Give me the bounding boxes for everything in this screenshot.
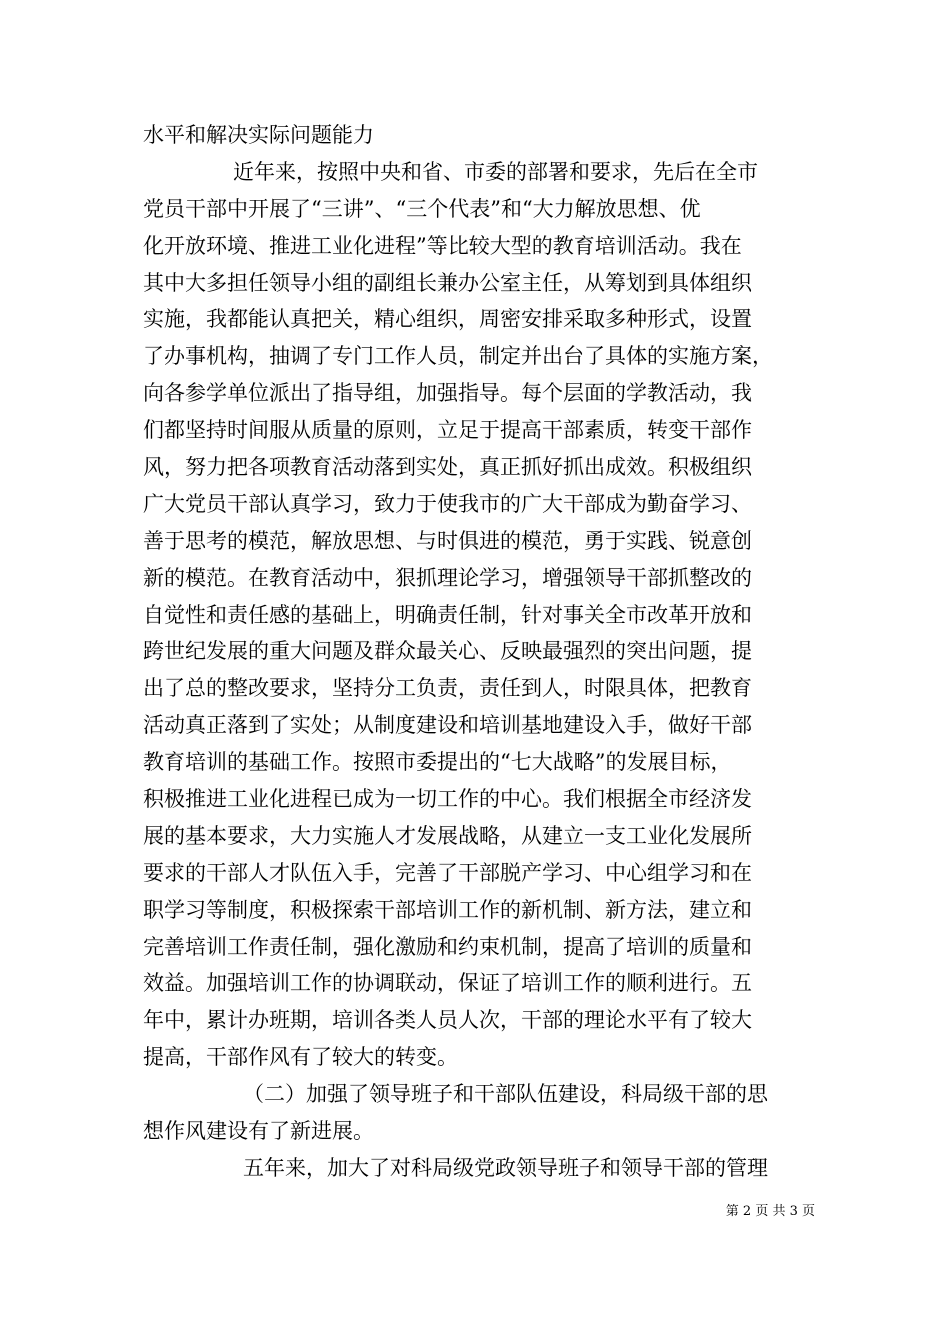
text-line: 年中，累计办班期，培训各类人员人次，干部的理论水平有了较大 xyxy=(143,1008,752,1033)
text-line: 五年来，加大了对科局级党政领导班子和领导干部的管理 xyxy=(243,1155,768,1180)
text-line: 向各参学单位派出了指导组，加强指导。每个层面的学教活动，我 xyxy=(143,381,752,406)
text-line: 新的模范。在教育活动中，狠抓理论学习，增强领导干部抓整改的 xyxy=(143,565,752,590)
text-line: 广大党员干部认真学习，致力于使我市的广大干部成为勤奋学习、 xyxy=(143,491,752,516)
page-number: 第 2 页 共 3 页 xyxy=(725,1204,815,1219)
text-line: 水平和解决实际问题能力 xyxy=(143,123,374,147)
text-line: 职学习等制度，积极探索干部培训工作的新机制、新方法，建立和 xyxy=(143,897,752,922)
text-line: 自觉性和责任感的基础上，明确责任制，针对事关全市改革开放和 xyxy=(143,602,752,627)
text-line: （二）加强了领导班子和干部队伍建设，科局级干部的思 xyxy=(243,1082,768,1107)
text-line: 完善培训工作责任制，强化激励和约束机制，提高了培训的质量和 xyxy=(143,934,752,959)
text-line: 要求的干部人才队伍入手，完善了干部脱产学习、中心组学习和在 xyxy=(143,860,752,885)
text-line: 其中大多担任领导小组的副组长兼办公室主任，从筹划到具体组织 xyxy=(143,270,752,295)
text-line: 善于思考的模范，解放思想、与时俱进的模范，勇于实践、锐意创 xyxy=(143,528,752,553)
body-text xyxy=(143,117,813,1187)
text-line: 教育培训的基础工作。按照市委提出的“七大战略”的发展目标， xyxy=(143,750,732,775)
text-line: 了办事机构，抽调了专门工作人员，制定并出台了具体的实施方案， xyxy=(143,344,773,369)
text-line: 出了总的整改要求，坚持分工负责，责任到人，时限具体，把教育 xyxy=(143,676,752,701)
text-line: 效益。加强培训工作的协调联动，保证了培训工作的顺利进行。五 xyxy=(143,971,752,996)
text-line: 跨世纪发展的重大问题及群众最关心、反映最强烈的突出问题，提 xyxy=(143,639,752,664)
text-line: 党员干部中开展了“三讲”、“三个代表”和“大力解放思想、优 xyxy=(143,196,701,221)
text-line: 积极推进工业化进程已成为一切工作的中心。我们根据全市经济发 xyxy=(143,787,752,812)
text-line: 实施，我都能认真把关，精心组织，周密安排采取多种形式，设置 xyxy=(143,307,752,332)
text-line: 风，努力把各项教育活动落到实处，真正抓好抓出成效。积极组织 xyxy=(143,455,752,480)
text-line: 化开放环境、推进工业化进程”等比较大型的教育培训活动。我在 xyxy=(143,233,742,258)
text-line: 们都坚持时间服从质量的原则，立足于提高干部素质，转变干部作 xyxy=(143,418,752,443)
text-line: 活动真正落到了实处；从制度建设和培训基地建设入手，做好干部 xyxy=(143,713,752,738)
text-line: 展的基本要求，大力实施人才发展战略，从建立一支工业化发展所 xyxy=(143,823,752,848)
text-line: 提高，干部作风有了较大的转变。 xyxy=(143,1045,458,1070)
text-line: 想作风建设有了新进展。 xyxy=(143,1119,374,1144)
text-line: 近年来，按照中央和省、市委的部署和要求，先后在全市 xyxy=(233,159,758,184)
